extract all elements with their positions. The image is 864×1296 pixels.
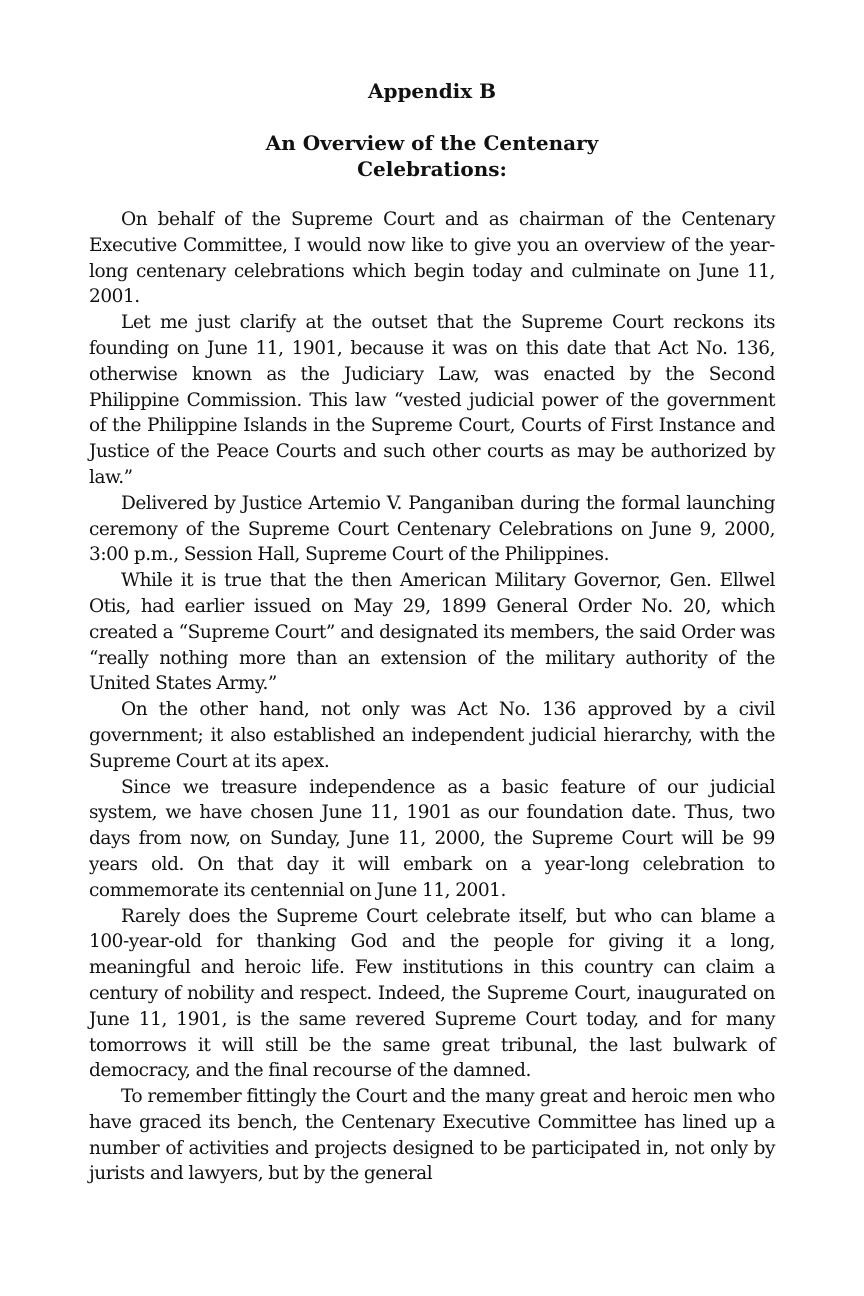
paragraph: Delivered by Justice Artemio V. Panganiban during the formal launching ceremony of the Supreme Court Centenary Celebrations on June 9, 2000, 3:00 p.m., Session Hall, Supreme Court of the Philippines.	[89, 492, 775, 566]
paragraph: While it is true that the then American Military Governor, Gen. Ellwel Otis, had earlier issued on May 29, 1899 General Order No. 20, which created a “Supreme Court” and designated its members, the said Order was “really nothing more than an extension of the military authority of the United States Army.”	[89, 570, 775, 695]
paragraph: Let me just clarify at the outset that the Supreme Court reckons its founding on June 11, 1901, because it was on this date that Act No. 136, otherwise known as the Judiciary Law, was enacted by the Second Philippine Commission. This law “vested judicial power of the government of the Philippine Islands in the Supreme Court, Courts of First Instance and Justice of the Peace Courts and such other courts as may be authorized by law.”	[89, 312, 775, 488]
body-text	[89, 207, 775, 1187]
paragraph: Rarely does the Supreme Court celebrate itself, but who can blame a 100-year-old for thanking God and the people for giving it a long, meaningful and heroic life. Few institutions in this country can claim a century of nobility and respect. Indeed, the Supreme Court, inaugurated on June 11, 1901, is the same revered Supreme Court today, and for many tomorrows it will still be the same great tribunal, the last bulwark of democracy, and the final recourse of the damned.	[89, 905, 775, 1082]
paragraph: On behalf of the Supreme Court and as chairman of the Centenary Executive Committee, I would now like to give you an overview of the year-long centenary celebrations which begin today and culminate on June 11, 2001.	[89, 209, 775, 308]
section-title	[89, 130, 775, 182]
paragraph: Since we treasure independence as a basic feature of our judicial system, we have chosen June 11, 1901 as our foundation date. Thus, two days from now, on Sunday, June 11, 2000, the Supreme Court will be 99 years old. On that day it will embark on a year-long celebration to commemorate its centennial on June 11, 2001.	[89, 776, 775, 901]
document-page	[89, 74, 775, 1187]
appendix-title: Appendix B	[367, 79, 497, 103]
section-title-line-2: Celebrations:	[357, 157, 507, 181]
section-title-line-1: An Overview of the Centenary	[265, 131, 599, 155]
paragraph: To remember fittingly the Court and the many great and heroic men who have graced its bench, the Centenary Executive Committee has lined up a number of activities and projects designed to be participated in, not only by jurists and lawyers, but by the general	[89, 1086, 775, 1185]
paragraph: On the other hand, not only was Act No. 136 approved by a civil government; it also established an independent judicial hierarchy, with the Supreme Court at its apex.	[89, 699, 775, 772]
